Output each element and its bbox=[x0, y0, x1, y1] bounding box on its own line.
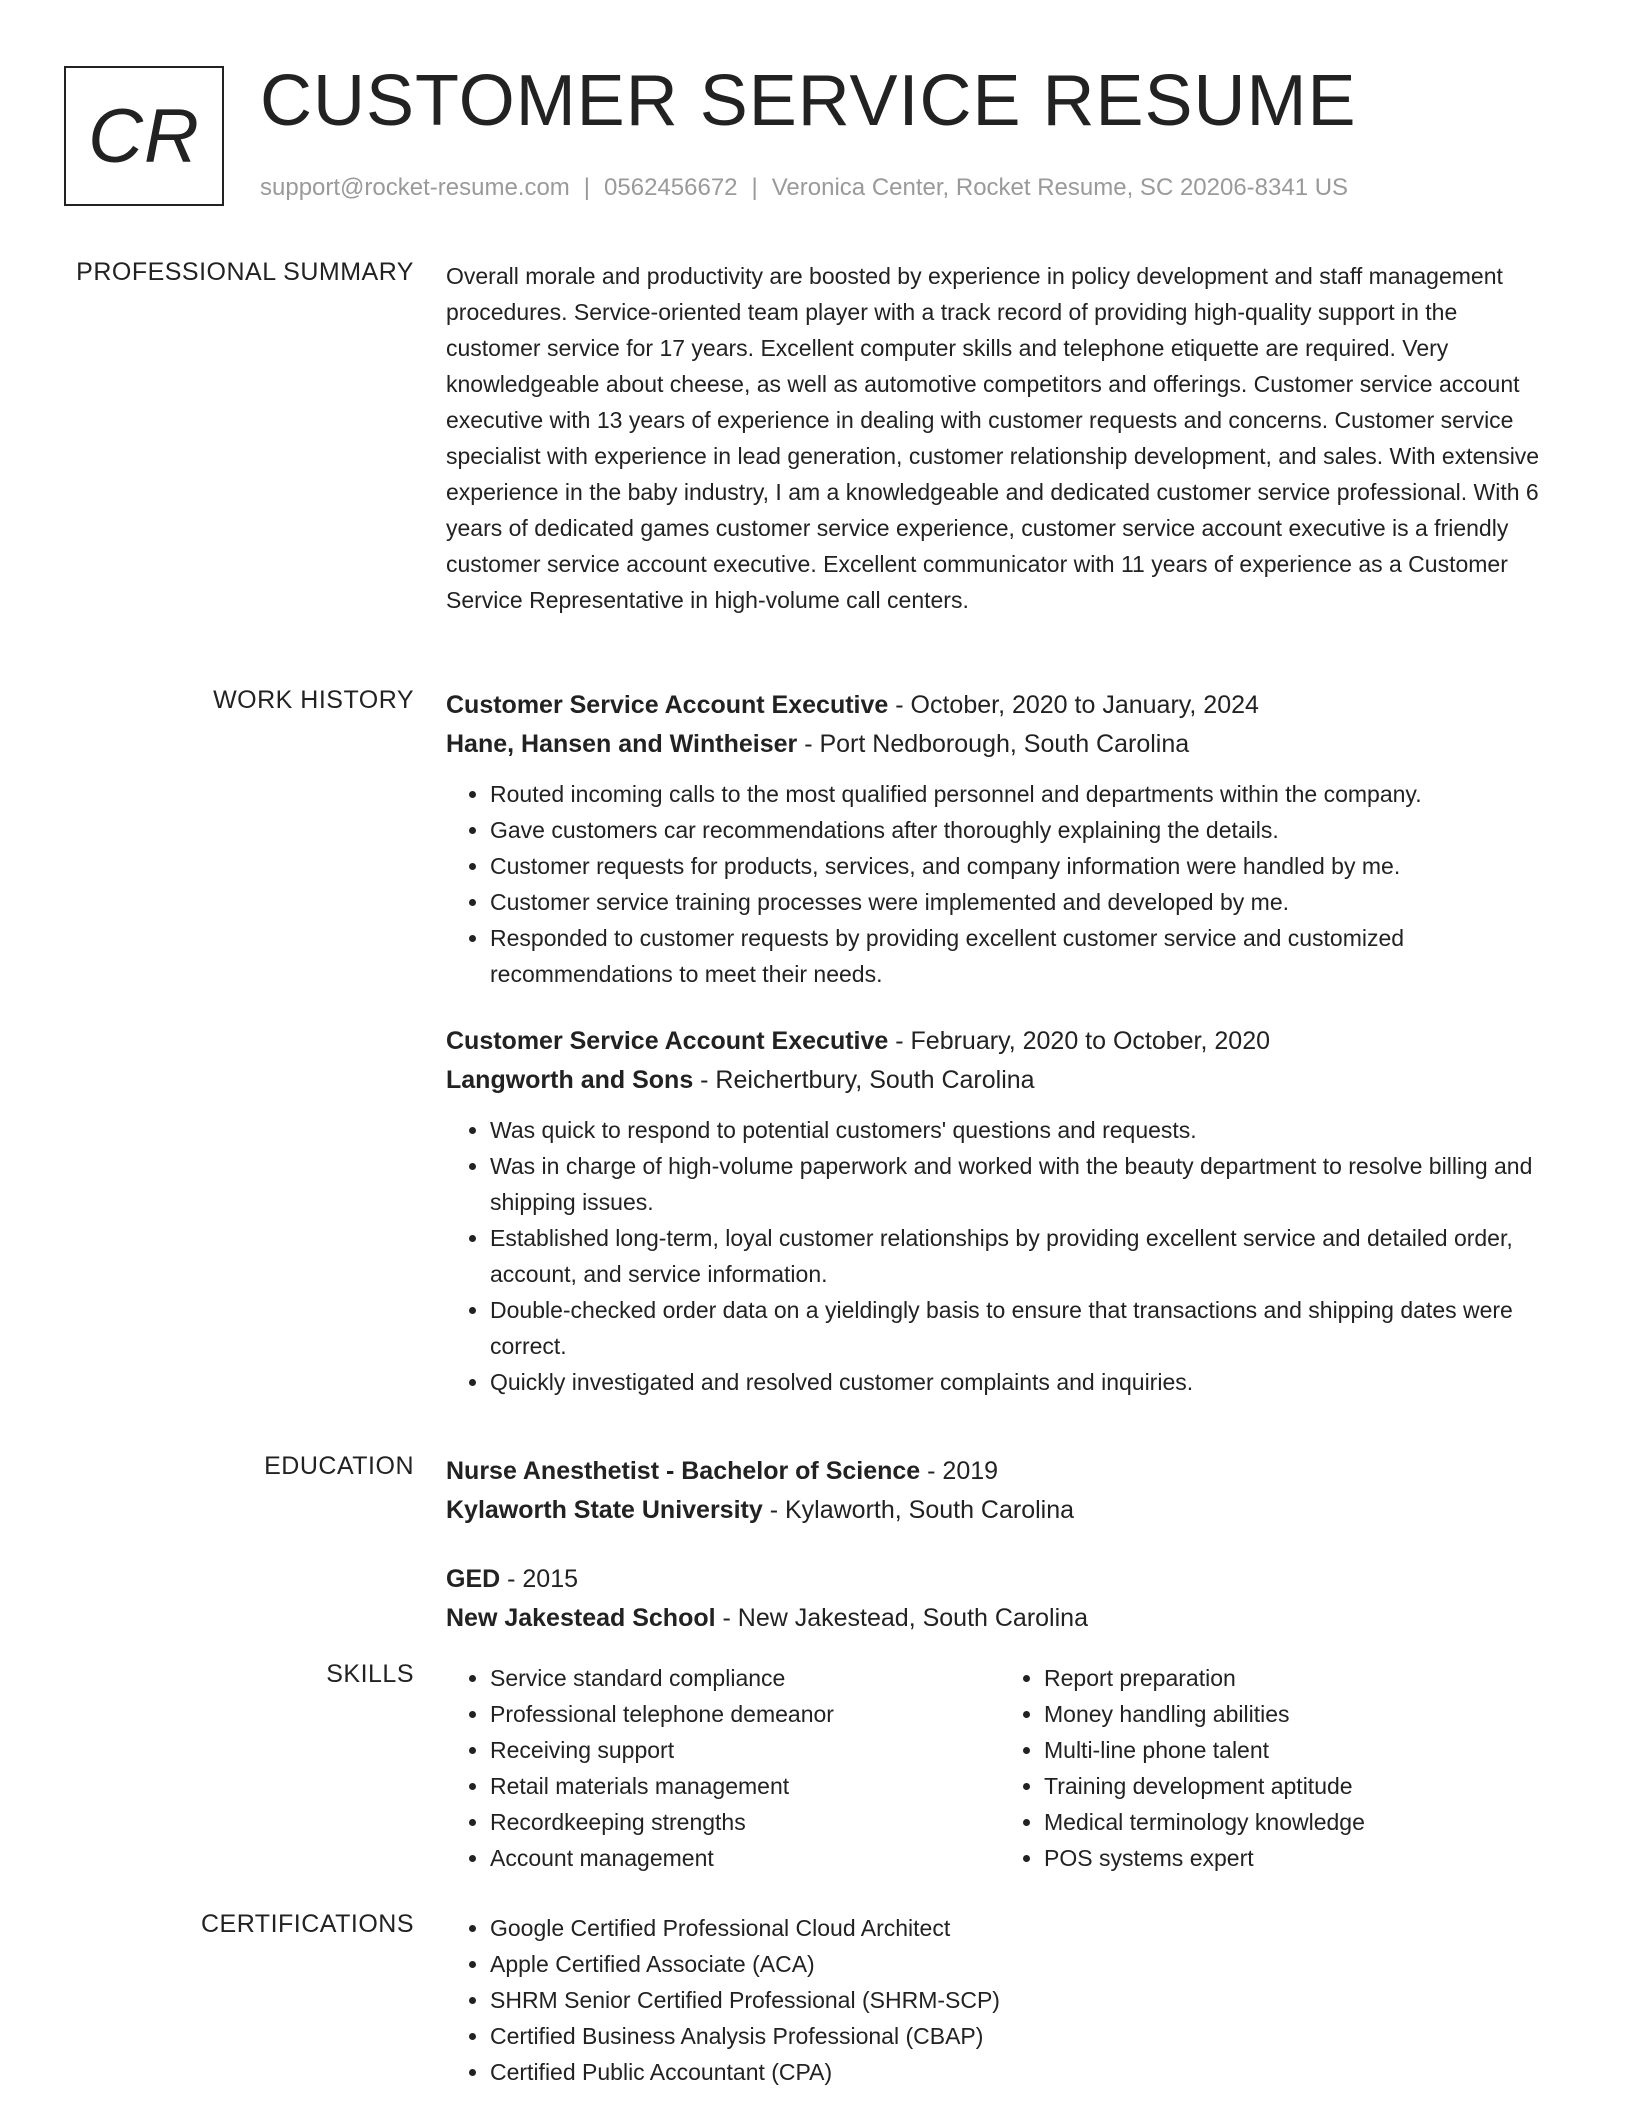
job-bullet: • Double-checked order data on a yieldingly basis to ensure that transactions and shipping dates were correct. bbox=[490, 1292, 1554, 1364]
skills-body bbox=[446, 1660, 1554, 1876]
skills-columns bbox=[446, 1660, 1554, 1876]
education-degree-line bbox=[446, 1560, 1554, 1599]
work-history-body bbox=[446, 686, 1554, 1430]
job-bullet: • Quickly investigated and resolved customer complaints and inquiries. bbox=[490, 1364, 1554, 1400]
education-entry bbox=[446, 1560, 1554, 1638]
section-label-skills: SKILLS bbox=[326, 1660, 414, 1688]
skill-item: • Money handling abilities bbox=[1044, 1696, 1554, 1732]
education-year: - 2015 bbox=[500, 1565, 579, 1593]
section-label-certifications: CERTIFICATIONS bbox=[200, 1910, 414, 1938]
skill-item: • POS systems expert bbox=[1044, 1840, 1554, 1876]
job-bullets bbox=[446, 776, 1554, 992]
education-school: Kylaworth State University bbox=[446, 1496, 763, 1524]
job-bullet: • Responded to customer requests by providing excellent customer service and customized recommendations to meet their needs. bbox=[490, 920, 1554, 992]
certifications-body bbox=[446, 1910, 1554, 2090]
job-company: Hane, Hansen and Wintheiser bbox=[446, 730, 798, 758]
contact-separator: | bbox=[751, 174, 758, 201]
resume-header bbox=[64, 61, 1564, 216]
skill-item: • Receiving support bbox=[490, 1732, 1000, 1768]
job-dates: - October, 2020 to January, 2024 bbox=[888, 691, 1259, 719]
education-degree: GED bbox=[446, 1565, 501, 1593]
contact-address: Veronica Center, Rocket Resume, SC 20206-8341 US bbox=[771, 174, 1349, 201]
education-year: - 2019 bbox=[920, 1457, 999, 1485]
job-title-line bbox=[446, 686, 1554, 725]
job-bullet: • Established long-term, loyal customer relationships by providing excellent service and detailed order, account, and service information. bbox=[490, 1220, 1554, 1292]
skills-list-right bbox=[1000, 1660, 1554, 1876]
job-bullet: • Was quick to respond to potential customers' questions and requests. bbox=[490, 1112, 1554, 1148]
job-org-line bbox=[446, 725, 1554, 764]
education-entry bbox=[446, 1452, 1554, 1530]
skill-item: • Report preparation bbox=[1044, 1660, 1554, 1696]
contact-email: support@rocket-resume.com bbox=[260, 174, 570, 201]
education-location: - Kylaworth, South Carolina bbox=[762, 1496, 1075, 1524]
certifications-list bbox=[446, 1910, 1554, 2090]
job-bullet: • Was in charge of high-volume paperwork and worked with the beauty department to resolve billing and shipping issues. bbox=[490, 1148, 1554, 1220]
job-location: - Port Nedborough, South Carolina bbox=[797, 730, 1190, 758]
skill-item: • Account management bbox=[490, 1840, 1000, 1876]
education-school: New Jakestead School bbox=[446, 1604, 716, 1632]
skill-item: • Medical terminology knowledge bbox=[1044, 1804, 1554, 1840]
certification-item: • Certified Public Accountant (CPA) bbox=[490, 2054, 1554, 2090]
job-location: - Reichertbury, South Carolina bbox=[693, 1066, 1035, 1094]
skill-item: • Retail materials management bbox=[490, 1768, 1000, 1804]
certification-item: • Apple Certified Associate (ACA) bbox=[490, 1946, 1554, 1982]
job-bullets bbox=[446, 1112, 1554, 1400]
job-bullet: • Routed incoming calls to the most qualified personnel and departments within the company. bbox=[490, 776, 1554, 812]
job-title: Customer Service Account Executive bbox=[446, 1027, 889, 1055]
education-degree-line bbox=[446, 1452, 1554, 1491]
skill-item: • Service standard compliance bbox=[490, 1660, 1000, 1696]
job-entry bbox=[446, 686, 1554, 992]
certification-item: • Certified Business Analysis Professional (CBAP) bbox=[490, 2018, 1554, 2054]
section-label-education: EDUCATION bbox=[264, 1452, 414, 1480]
education-school-line bbox=[446, 1599, 1554, 1638]
job-bullet: • Gave customers car recommendations after thoroughly explaining the details. bbox=[490, 812, 1554, 848]
section-label-work-history: WORK HISTORY bbox=[213, 686, 414, 714]
education-location: - New Jakestead, South Carolina bbox=[715, 1604, 1088, 1632]
job-dates: - February, 2020 to October, 2020 bbox=[888, 1027, 1271, 1055]
job-entry bbox=[446, 1022, 1554, 1400]
contact-separator: | bbox=[583, 174, 591, 201]
education-degree: Nurse Anesthetist - Bachelor of Science bbox=[446, 1457, 921, 1485]
job-bullet: • Customer requests for products, services, and company information were handled by me. bbox=[490, 848, 1554, 884]
education-school-line bbox=[446, 1491, 1554, 1530]
skill-item: • Professional telephone demeanor bbox=[490, 1696, 1000, 1732]
initials-monogram: CR bbox=[64, 66, 224, 206]
skill-item: • Recordkeeping strengths bbox=[490, 1804, 1000, 1840]
job-company: Langworth and Sons bbox=[446, 1066, 694, 1094]
education-body bbox=[446, 1452, 1554, 1668]
summary-text: Overall morale and productivity are boosted by experience in policy development and staff management procedures. Service-oriented team player with a track record of providing high-quality support in the customer service for 17 years. Excellent computer skills and telephone etiquette are required. Very knowledgeable about cheese, as well as automotive competitors and offerings. Customer service account executive with 13 years of experience in dealing with customer requests and concerns. Customer service specialist with experience in lead generation, customer relationship development, and sales. With extensive experience in the baby industry, I am a knowledgeable and dedicated customer service professional. With 6 years of dedicated games customer service experience, customer service account executive is a friendly customer service account executive. Excellent communicator with 11 years of experience as a Customer Service Representative in high-volume call centers. bbox=[446, 263, 1540, 613]
summary-body bbox=[446, 258, 1554, 618]
job-bullet: • Customer service training processes were implemented and developed by me. bbox=[490, 884, 1554, 920]
resume-title: CUSTOMER SERVICE RESUME bbox=[260, 61, 1357, 141]
contact-line bbox=[260, 174, 1348, 202]
skill-item: • Multi-line phone talent bbox=[1044, 1732, 1554, 1768]
certification-item: • SHRM Senior Certified Professional (SHRM-SCP) bbox=[490, 1982, 1554, 2018]
certification-item: • Google Certified Professional Cloud Architect bbox=[490, 1910, 1554, 1946]
job-title: Customer Service Account Executive bbox=[446, 691, 889, 719]
section-label-summary: PROFESSIONAL SUMMARY bbox=[76, 258, 414, 286]
skill-item: • Training development aptitude bbox=[1044, 1768, 1554, 1804]
contact-phone: 0562456672 bbox=[604, 174, 738, 201]
job-org-line bbox=[446, 1061, 1554, 1100]
job-title-line bbox=[446, 1022, 1554, 1061]
skills-list-left bbox=[446, 1660, 1000, 1876]
